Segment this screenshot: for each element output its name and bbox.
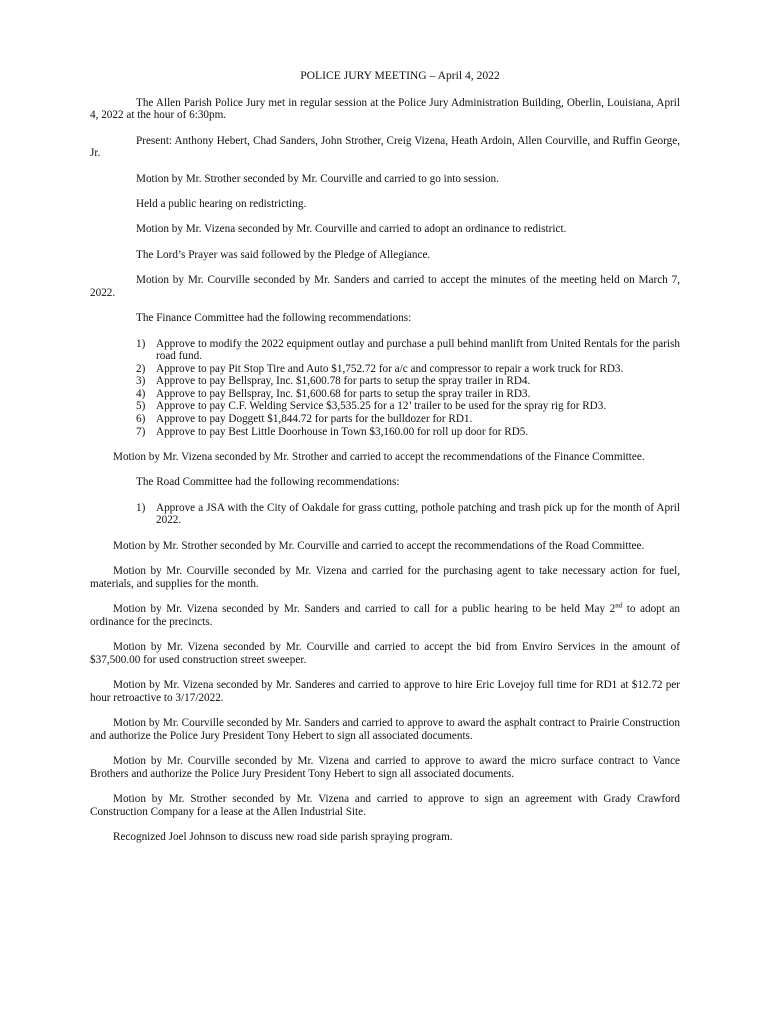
road-list <box>90 502 680 527</box>
list-item <box>90 388 680 401</box>
motion-micro-surface: Motion by Mr. Courville seconded by Mr. Vizena and carried to approve to award the micro surface contract to Vance Brothers and authorize the Police Jury President Tony Hebert to sign all associated documents. <box>90 755 680 780</box>
ordinal-suffix: nd <box>615 601 623 610</box>
motion-hearing-text-end: to adopt an ordinance for the precincts. <box>90 603 680 628</box>
motion-minutes: Motion by Mr. Courville seconded by Mr. Sanders and carried to accept the minutes of the meeting held on March 7, 2022. <box>90 274 680 299</box>
list-number: 2) <box>136 362 146 375</box>
motion-bid: Motion by Mr. Vizena seconded by Mr. Courville and carried to accept the bid from Enviro Services in the amount of $37,500.00 for used construction street sweeper. <box>90 641 680 666</box>
prayer-note: The Lord’s Prayer was said followed by the Pledge of Allegiance. <box>136 248 431 261</box>
list-item <box>90 363 680 376</box>
motion-hearing-text: Motion by Mr. Vizena seconded by Mr. Sanders and carried to call for a public hearing to be held May 2 <box>113 603 616 616</box>
list-number: 7) <box>136 425 146 438</box>
intro-paragraph: The Allen Parish Police Jury met in regular session at the Police Jury Administration Building, Oberlin, Louisiana, April 4, 2022 at the hour of 6:30pm. <box>90 96 680 122</box>
list-number: 1) <box>136 337 146 350</box>
list-text: Approve to pay Pit Stop Tire and Auto $1,752.72 for a/c and compressor to repair a work truck for RD3. <box>156 362 624 375</box>
list-item <box>90 502 680 527</box>
motion-lease: Motion by Mr. Strother seconded by Mr. Vizena and carried to approve to sign an agreement with Grady Crawford Construction Company for a lease at the Allen Industrial Site. <box>90 793 680 818</box>
motion-finance: Motion by Mr. Vizena seconded by Mr. Strother and carried to accept the recommendations of the Finance Committee. <box>113 451 645 464</box>
finance-list <box>90 338 680 439</box>
motion-purchasing: Motion by Mr. Courville seconded by Mr. Vizena and carried for the purchasing agent to take necessary action for fuel, materials, and supplies for the month. <box>90 565 680 590</box>
motion-redistrict: Motion by Mr. Vizena seconded by Mr. Courville and carried to adopt an ordinance to redistrict. <box>136 223 567 236</box>
motion-asphalt: Motion by Mr. Courville seconded by Mr. Sanders and carried to approve to award the asphalt contract to Prairie Construction and authorize the Police Jury President Tony Hebert to sign all associated documents. <box>90 717 680 742</box>
list-item <box>90 375 680 388</box>
list-item <box>90 338 680 363</box>
list-item <box>90 426 680 439</box>
list-number: 5) <box>136 400 146 413</box>
list-number: 4) <box>136 387 146 400</box>
public-hearing-note: Held a public hearing on redistricting. <box>136 197 307 210</box>
list-text: Approve to pay Best Little Doorhouse in Town $3,160.00 for roll up door for RD5. <box>156 425 529 438</box>
motion-road: Motion by Mr. Strother seconded by Mr. Courville and carried to accept the recommendations of the Road Committee. <box>113 539 645 552</box>
list-number: 3) <box>136 375 146 388</box>
minutes-document <box>90 70 680 856</box>
road-intro: The Road Committee had the following recommendations: <box>136 476 400 489</box>
list-text: Approve to pay Doggett $1,844.72 for parts for the bulldozer for RD1. <box>156 413 473 426</box>
list-text: Approve to pay Bellspray, Inc. $1,600.68 for parts to setup the spray trailer in RD3. <box>156 387 531 400</box>
list-text: Approve a JSA with the City of Oakdale for grass cutting, pothole patching and trash pick up for the month of April 2022. <box>156 501 680 527</box>
page-title: POLICE JURY MEETING – April 4, 2022 <box>300 69 500 82</box>
motion-hire: Motion by Mr. Vizena seconded by Mr. Sanderes and carried to approve to hire Eric Lovejoy full time for RD1 at $12.72 per hour retroactive to 3/17/2022. <box>90 679 680 704</box>
motion-hearing <box>90 603 680 628</box>
list-text: Approve to pay C.F. Welding Service $3,535.25 for a 12’ trailer to be used for the spray rig for RD3. <box>156 400 607 413</box>
list-item <box>90 400 680 413</box>
finance-intro: The Finance Committee had the following recommendations: <box>136 312 412 325</box>
list-number: 6) <box>136 413 146 426</box>
recognized-note: Recognized Joel Johnson to discuss new road side parish spraying program. <box>113 831 453 844</box>
list-text: Approve to pay Bellspray, Inc. $1,600.78 for parts to setup the spray trailer in RD4. <box>156 375 531 388</box>
list-number: 1) <box>136 501 146 514</box>
list-text: Approve to modify the 2022 equipment outlay and purchase a pull behind manlift from United Rentals for the parish road fund. <box>156 337 680 363</box>
motion-session: Motion by Mr. Strother seconded by Mr. Courville and carried to go into session. <box>136 172 499 185</box>
list-item <box>90 413 680 426</box>
present-paragraph: Present: Anthony Hebert, Chad Sanders, John Strother, Creig Vizena, Heath Ardoin, Allen Courville, and Ruffin George, Jr. <box>90 134 680 160</box>
